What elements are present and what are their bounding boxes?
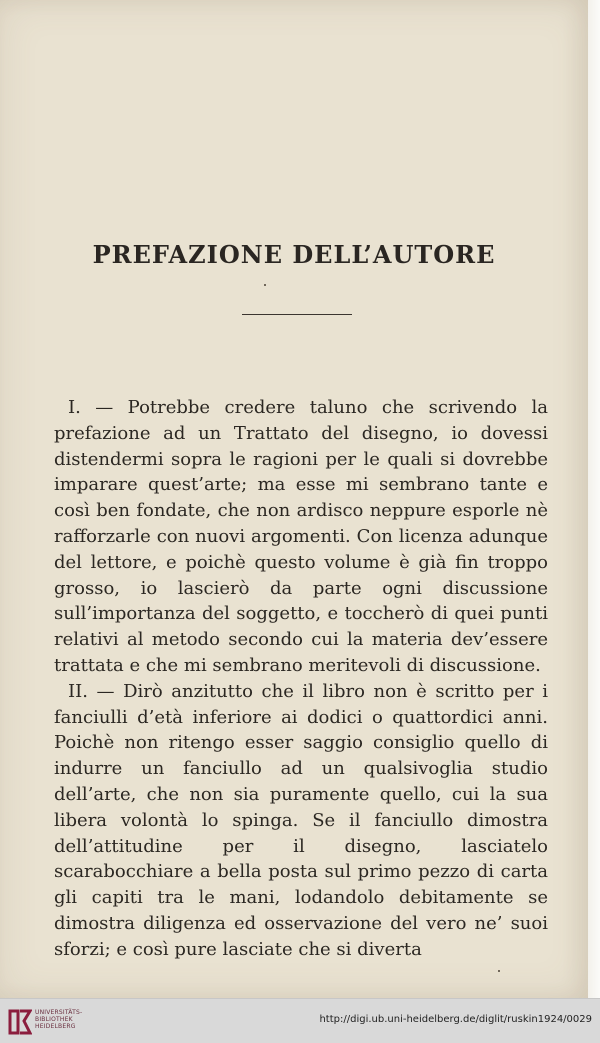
library-name-line-2: BIBLIOTHEK xyxy=(35,1016,73,1023)
title-rule xyxy=(242,314,352,315)
source-url-link[interactable]: http://digi.ub.uni-heidelberg.de/diglit/ruskin1924/0029 xyxy=(319,1014,592,1025)
page-edge xyxy=(588,0,600,998)
library-footer xyxy=(0,998,600,1043)
library-name xyxy=(35,1009,82,1030)
heidelberg-library-logo-icon xyxy=(8,1007,32,1035)
library-name-line-3: HEIDELBERG xyxy=(35,1023,76,1030)
ink-dot xyxy=(498,970,500,972)
paragraph-2: II. — Dirò anzitutto che il libro non è scritto per i fanciulli d’età inferiore ai dodici o quattordici anni. Poichè non ritengo esser saggio consiglio quello di indurre un fanciullo ad un qualsivoglia studio dell’arte, che non sia puramente quello, cui la sua libera volontà lo spinga. Se il fanciullo dimostra dell’attitudine per il disegno, lasciatelo scarabocchiare a bella posta sul primo pezzo di carta gli capiti tra le mani, lodandolo debitamente se dimostra diligenza ed osservazione del vero ne’ suoi sforzi; e così pure lasciate che si diverta xyxy=(54,680,548,960)
library-name-line-1: UNIVERSITÄTS- xyxy=(35,1009,83,1016)
body-text xyxy=(54,395,548,963)
paragraph-1: I. — Potrebbe credere taluno che scrivendo la prefazione ad un Trattato del disegno, io dovessi distendermi sopra le ragioni per le quali si dovrebbe imparare quest’arte; ma esse mi sembrano tante e così ben fondate, che non ardisco neppure esporle nè rafforzarle con nuovi argomenti. Con licenza adunque del lettore, e poichè questo volume è già fin troppo grosso, io lascierò da parte ogni discussione sull’importanza del soggetto, e toccherò di quei punti relativi al metodo secondo cui la materia dev’essere trattata e che mi sembrano meritevoli di discussione. xyxy=(54,397,548,676)
page-title: PREFAZIONE DELL’AUTORE xyxy=(92,240,496,269)
ink-dot xyxy=(264,284,266,286)
